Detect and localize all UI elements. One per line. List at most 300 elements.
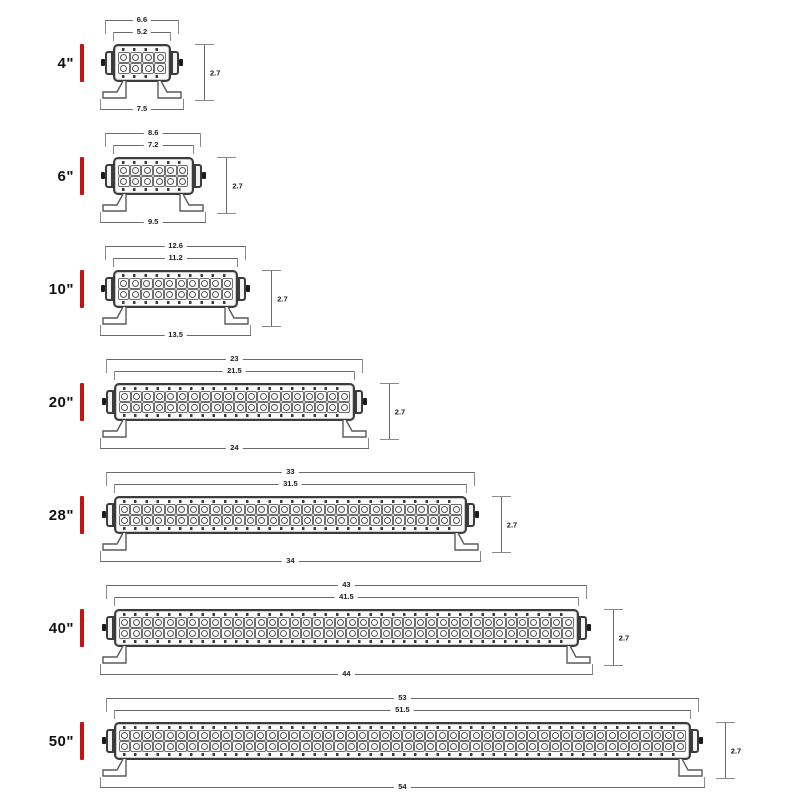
led-lens xyxy=(212,743,219,750)
led-lens xyxy=(189,291,196,298)
led-cell xyxy=(142,628,153,639)
led-lens xyxy=(428,630,435,637)
dimension-tick xyxy=(106,698,107,712)
led-lens xyxy=(120,178,127,185)
led-cell xyxy=(315,402,327,413)
led-cell xyxy=(338,391,350,402)
led-cell xyxy=(153,730,164,741)
lightbar-row xyxy=(0,686,800,799)
led-lens xyxy=(359,743,366,750)
led-cell xyxy=(437,617,448,628)
led-lens xyxy=(552,732,559,739)
led-cell xyxy=(177,165,189,176)
led-cell xyxy=(187,278,199,289)
mounting-bracket-right xyxy=(453,532,481,553)
led-lens xyxy=(395,517,402,524)
led-cell xyxy=(130,617,141,628)
dimension-tick xyxy=(113,258,114,267)
led-cell xyxy=(198,730,209,741)
led-lens xyxy=(132,280,139,287)
led-lens xyxy=(349,630,356,637)
dim-mount-width xyxy=(105,129,201,139)
frame-studs-top xyxy=(122,48,162,51)
size-label: 10" xyxy=(48,281,74,298)
led-cell xyxy=(119,402,131,413)
led-cell xyxy=(130,165,142,176)
led-lens xyxy=(361,506,368,513)
led-lens xyxy=(407,517,414,524)
led-cell xyxy=(584,741,595,752)
dimension-value: 7.2 xyxy=(144,140,162,150)
led-lens xyxy=(167,732,174,739)
led-lens xyxy=(453,517,460,524)
led-cell xyxy=(348,515,359,526)
mounting-bracket-left xyxy=(100,758,128,779)
dimension-value: 31.5 xyxy=(279,479,302,489)
led-cell xyxy=(304,391,316,402)
size-label: 28" xyxy=(48,507,74,524)
led-cell xyxy=(618,730,629,741)
led-lens xyxy=(337,619,344,626)
led-cell xyxy=(357,730,368,741)
led-lens xyxy=(121,506,128,513)
led-cell xyxy=(131,402,143,413)
led-lens xyxy=(144,743,151,750)
led-lens xyxy=(246,630,253,637)
led-cell xyxy=(118,52,130,63)
led-lens xyxy=(394,630,401,637)
led-cell xyxy=(640,730,651,741)
led-lens xyxy=(542,619,549,626)
led-lens xyxy=(167,167,174,174)
frame-studs-bottom xyxy=(123,527,458,530)
dimension-value: 34 xyxy=(282,556,298,566)
led-cell xyxy=(188,515,199,526)
led-lens xyxy=(257,732,264,739)
dimension-tick xyxy=(716,722,735,723)
led-cell xyxy=(244,628,255,639)
led-lens xyxy=(327,517,334,524)
led-lens xyxy=(132,291,139,298)
led-lens xyxy=(348,732,355,739)
led-lens xyxy=(293,517,300,524)
led-cell xyxy=(358,617,369,628)
led-cell xyxy=(393,515,404,526)
led-cell xyxy=(129,289,141,300)
led-cell xyxy=(606,741,617,752)
led-cell xyxy=(199,617,210,628)
led-lens xyxy=(473,732,480,739)
led-cell xyxy=(130,52,142,63)
led-lens xyxy=(237,404,244,411)
led-cell xyxy=(141,278,153,289)
led-cell xyxy=(425,730,436,741)
dimension-value: 33 xyxy=(282,467,298,477)
led-cell xyxy=(459,741,470,752)
led-lens xyxy=(189,732,196,739)
dimension-tick xyxy=(474,472,475,486)
led-cell xyxy=(153,289,165,300)
dim-mount-width xyxy=(106,694,700,704)
led-cell xyxy=(323,730,334,741)
led-cell xyxy=(370,515,381,526)
led-lens xyxy=(393,732,400,739)
led-lens xyxy=(529,732,536,739)
dimension-tick xyxy=(217,157,236,158)
led-lens xyxy=(167,393,174,400)
led-lens xyxy=(485,619,492,626)
led-cell xyxy=(335,628,346,639)
led-lens xyxy=(383,630,390,637)
dimension-value: 5.2 xyxy=(133,27,151,37)
dimension-tick xyxy=(604,609,623,610)
dimension-tick xyxy=(114,484,115,493)
endcap-left xyxy=(105,164,113,188)
lightbar-housing xyxy=(113,270,238,308)
led-cell xyxy=(380,741,391,752)
led-cell xyxy=(336,515,347,526)
led-cell xyxy=(382,504,393,515)
led-lens xyxy=(224,619,231,626)
led-lens xyxy=(283,393,290,400)
led-lens xyxy=(418,517,425,524)
led-cell xyxy=(302,504,313,515)
led-lens xyxy=(508,630,515,637)
led-lens xyxy=(597,732,604,739)
dimension-value: 2.7 xyxy=(210,68,221,77)
led-cell xyxy=(234,391,246,402)
led-cell xyxy=(278,730,289,741)
lightbar-row xyxy=(0,460,800,573)
led-lens xyxy=(496,630,503,637)
led-cell xyxy=(346,730,357,741)
led-cell xyxy=(426,617,437,628)
lightbar-row xyxy=(0,8,800,121)
led-cell xyxy=(142,63,154,74)
led-cell xyxy=(187,617,198,628)
led-cell xyxy=(269,402,281,413)
led-lens xyxy=(133,517,140,524)
led-lens xyxy=(565,630,572,637)
led-cell xyxy=(313,504,324,515)
led-cell xyxy=(516,730,527,741)
led-cell xyxy=(278,628,289,639)
led-cell xyxy=(221,741,232,752)
led-lens xyxy=(609,743,616,750)
dimension-tick xyxy=(466,484,467,493)
mount-bolt-right xyxy=(475,511,479,518)
led-lens xyxy=(338,506,345,513)
led-lens xyxy=(654,732,661,739)
led-cell xyxy=(674,741,685,752)
lightbar-housing xyxy=(114,383,355,421)
led-cell xyxy=(358,628,369,639)
led-cell xyxy=(210,628,221,639)
size-label: 6" xyxy=(57,168,74,185)
mount-bolt-right xyxy=(363,398,367,405)
led-lens xyxy=(269,743,276,750)
led-cell xyxy=(506,617,517,628)
dim-overall-width xyxy=(100,444,369,454)
led-lens xyxy=(178,732,185,739)
dimension-value: 9.5 xyxy=(144,217,162,227)
led-lens xyxy=(190,517,197,524)
led-cell xyxy=(493,730,504,741)
led-lens xyxy=(246,743,253,750)
led-lens xyxy=(212,732,219,739)
led-lens xyxy=(382,732,389,739)
led-lens xyxy=(552,743,559,750)
dimension-tick xyxy=(362,359,363,373)
led-lens xyxy=(371,743,378,750)
led-cell xyxy=(393,504,404,515)
dim-inner-width xyxy=(113,254,238,264)
dim-mount-width xyxy=(106,355,364,365)
led-lens xyxy=(280,732,287,739)
mount-bolt-right xyxy=(699,737,703,744)
led-cell xyxy=(334,741,345,752)
led-cell xyxy=(211,391,223,402)
led-cell xyxy=(119,504,130,515)
led-cell xyxy=(119,741,130,752)
lightbar-drawing xyxy=(84,121,800,234)
led-cell xyxy=(494,617,505,628)
led-lens xyxy=(202,393,209,400)
led-cell xyxy=(154,391,166,402)
led-lens xyxy=(201,630,208,637)
led-lens xyxy=(597,743,604,750)
led-lens xyxy=(121,517,128,524)
dimension-value: 41.5 xyxy=(335,592,358,602)
led-cell xyxy=(290,515,301,526)
dimension-tick xyxy=(105,246,106,260)
led-cell xyxy=(629,730,640,741)
led-lens xyxy=(341,393,348,400)
led-lens xyxy=(157,65,164,72)
led-cell xyxy=(325,515,336,526)
led-cell xyxy=(246,391,258,402)
led-cell xyxy=(416,504,427,515)
led-cell xyxy=(245,504,256,515)
led-cell xyxy=(483,617,494,628)
led-lens xyxy=(224,630,231,637)
dimension-value: 2.7 xyxy=(277,294,288,303)
size-label: 40" xyxy=(48,620,74,637)
led-lens xyxy=(213,506,220,513)
led-cell xyxy=(550,730,561,741)
led-cell xyxy=(300,741,311,752)
led-cell xyxy=(266,741,277,752)
dim-inner-width xyxy=(114,367,355,377)
led-cell xyxy=(449,628,460,639)
led-cell xyxy=(663,741,674,752)
led-cell xyxy=(302,515,313,526)
led-cell xyxy=(199,289,211,300)
led-lens xyxy=(121,732,128,739)
led-lens xyxy=(530,619,537,626)
led-lens xyxy=(518,732,525,739)
led-lens xyxy=(461,732,468,739)
led-cell xyxy=(327,402,339,413)
led-lens xyxy=(325,732,332,739)
frame-studs-top xyxy=(123,613,570,616)
led-lens xyxy=(563,743,570,750)
led-cell xyxy=(470,741,481,752)
led-lens xyxy=(144,619,151,626)
led-cell xyxy=(154,402,166,413)
led-cell xyxy=(255,617,266,628)
led-cell xyxy=(142,730,153,741)
led-cell xyxy=(130,63,142,74)
mount-bolt-left xyxy=(101,172,105,179)
led-cell xyxy=(629,741,640,752)
led-cell xyxy=(246,402,258,413)
led-lens xyxy=(235,506,242,513)
mount-bolt-right xyxy=(179,59,183,66)
led-lens xyxy=(235,517,242,524)
dimension-tick xyxy=(354,371,355,380)
led-cell xyxy=(281,391,293,402)
led-lens xyxy=(314,630,321,637)
led-cell xyxy=(561,730,572,741)
led-lens xyxy=(189,619,196,626)
led-cell xyxy=(130,515,141,526)
led-lens xyxy=(518,743,525,750)
dimension-tick xyxy=(106,585,107,599)
led-cell xyxy=(153,515,164,526)
dimension-tick xyxy=(195,100,214,101)
led-lens xyxy=(156,167,163,174)
led-lens xyxy=(654,743,661,750)
led-cell xyxy=(164,289,176,300)
led-lens xyxy=(260,404,267,411)
led-lens xyxy=(280,619,287,626)
led-lens xyxy=(201,517,208,524)
led-cell xyxy=(210,730,221,741)
dimension-value: 7.5 xyxy=(133,104,151,114)
led-lens xyxy=(281,517,288,524)
led-lens xyxy=(529,743,536,750)
dim-inner-width xyxy=(113,141,194,151)
led-lens xyxy=(121,393,128,400)
led-cell xyxy=(652,741,663,752)
led-cell xyxy=(118,63,130,74)
led-cell xyxy=(428,504,439,515)
mounting-bracket-left xyxy=(100,419,128,440)
led-cell xyxy=(130,504,141,515)
led-cell xyxy=(416,515,427,526)
endcap-right xyxy=(691,729,699,753)
led-grid xyxy=(118,165,189,187)
led-lens xyxy=(677,743,684,750)
led-cell xyxy=(165,504,176,515)
dimension-tick xyxy=(106,359,107,373)
mounting-bracket-right xyxy=(677,758,705,779)
led-cell xyxy=(142,391,154,402)
led-cell xyxy=(279,504,290,515)
led-lens xyxy=(416,743,423,750)
lightbar-row xyxy=(0,347,800,460)
dim-height xyxy=(385,383,406,440)
dimension-tick xyxy=(105,133,106,147)
dim-inner-width xyxy=(113,28,171,38)
led-lens xyxy=(292,630,299,637)
lightbar-drawing xyxy=(84,234,800,347)
led-lens xyxy=(553,619,560,626)
led-lens xyxy=(314,732,321,739)
led-cell xyxy=(312,730,323,741)
dim-overall-width xyxy=(100,783,705,793)
led-cell xyxy=(346,617,357,628)
led-lens xyxy=(453,506,460,513)
led-cell xyxy=(368,741,379,752)
led-lens xyxy=(144,178,151,185)
led-cell xyxy=(233,628,244,639)
led-cell xyxy=(439,515,450,526)
led-cell xyxy=(470,730,481,741)
led-cell xyxy=(289,741,300,752)
led-cell xyxy=(255,741,266,752)
led-lens xyxy=(303,630,310,637)
led-lens xyxy=(167,506,174,513)
led-lens xyxy=(167,619,174,626)
dim-overall-width xyxy=(100,557,481,567)
led-cell xyxy=(222,515,233,526)
led-lens xyxy=(317,393,324,400)
led-cell xyxy=(164,741,175,752)
led-lens xyxy=(383,619,390,626)
led-lens xyxy=(189,630,196,637)
led-cell xyxy=(187,289,199,300)
led-cell xyxy=(176,741,187,752)
led-cell xyxy=(142,504,153,515)
mounting-bracket-right xyxy=(156,80,184,101)
led-lens xyxy=(144,732,151,739)
led-lens xyxy=(247,506,254,513)
led-grid xyxy=(119,391,350,413)
led-cell xyxy=(538,730,549,741)
led-cell xyxy=(494,628,505,639)
dim-mount-width xyxy=(105,242,246,252)
led-cell xyxy=(210,289,222,300)
led-cell xyxy=(130,730,141,741)
led-cell xyxy=(141,289,153,300)
led-cell xyxy=(153,165,165,176)
led-lens xyxy=(373,517,380,524)
led-lens xyxy=(361,517,368,524)
led-cell xyxy=(300,730,311,741)
led-lens xyxy=(474,630,481,637)
led-cell xyxy=(245,515,256,526)
led-lens xyxy=(303,619,310,626)
led-lens xyxy=(405,743,412,750)
led-lens xyxy=(133,404,140,411)
led-cell xyxy=(369,628,380,639)
led-lens xyxy=(326,630,333,637)
led-lens xyxy=(405,619,412,626)
led-cell xyxy=(436,730,447,741)
led-lens xyxy=(484,743,491,750)
led-lens xyxy=(541,732,548,739)
led-lens xyxy=(417,619,424,626)
led-cell xyxy=(459,730,470,741)
led-cell xyxy=(449,617,460,628)
led-cell xyxy=(141,176,153,187)
led-lens xyxy=(461,743,468,750)
led-cell xyxy=(154,63,166,74)
led-cell xyxy=(292,402,304,413)
led-lens xyxy=(609,732,616,739)
